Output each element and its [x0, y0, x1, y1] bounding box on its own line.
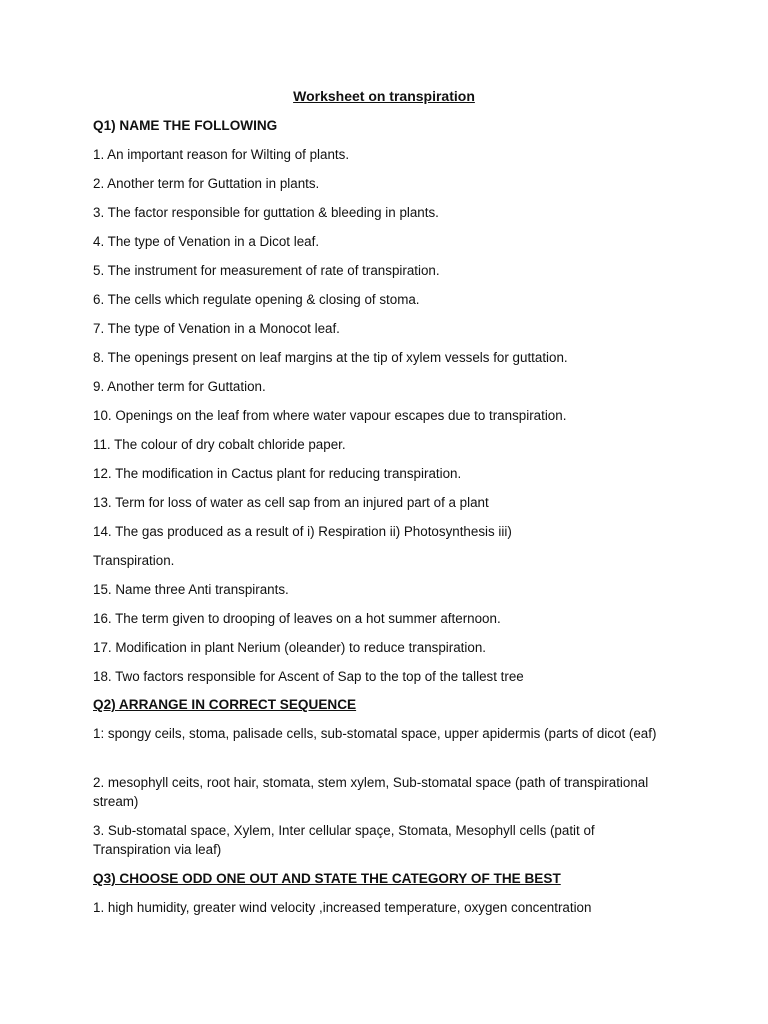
q1-item-9: 9. Another term for Guttation. [93, 379, 266, 394]
page-title: Worksheet on transpiration [293, 88, 475, 104]
q1-item-16: 16. The term given to drooping of leaves on a hot summer afternoon. [93, 611, 501, 626]
q1-item-5: 5. The instrument for measurement of rate of transpiration. [93, 263, 440, 278]
q1-item-14: 14. The gas produced as a result of i) Respiration ii) Photosynthesis iii) [93, 524, 512, 539]
q3-item-1: 1. high humidity, greater wind velocity ,increased temperature, oxygen concentration [93, 900, 592, 915]
q1-item-10: 10. Openings on the leaf from where water vapour escapes due to transpiration. [93, 408, 567, 423]
q1-item-17: 17. Modification in plant Nerium (oleander) to reduce transpiration. [93, 640, 486, 655]
q1-item-15: 15. Name three Anti transpirants. [93, 582, 289, 597]
q2-item-3: 3. Sub-stomatal space, Xylem, Inter cellular spaçe, Stomata, Mesophyll cells (patit of Transpiration via leaf) [93, 823, 595, 857]
q1-heading: Q1) NAME THE FOLLOWING [93, 118, 278, 133]
q1-item-6: 6. The cells which regulate opening & closing of stoma. [93, 292, 420, 307]
q1-item-2: 2. Another term for Guttation in plants. [93, 176, 320, 191]
q1-item-18: 18. Two factors responsible for Ascent of Sap to the top of the tallest tree [93, 669, 524, 684]
q3-heading: Q3) CHOOSE ODD ONE OUT AND STATE THE CATEGORY OF THE BEST [93, 871, 561, 886]
q1-item-13: 13. Term for loss of water as cell sap from an injured part of a plant [93, 495, 489, 510]
q1-item-14-continued: Transpiration. [93, 553, 175, 568]
q2-item-1: 1: spongy ceils, stoma, palisade cells, sub-stomatal space, upper apidermis (parts of dicot (eaf) [93, 726, 657, 741]
q2-item-2: 2. mesophyll ceits, root hair, stomata, stem xylem, Sub-stomatal space (path of transpirational stream) [93, 775, 649, 809]
q1-item-8: 8. The openings present on leaf margins at the tip of xylem vessels for guttation. [93, 350, 568, 365]
q1-item-11: 11. The colour of dry cobalt chloride paper. [93, 437, 346, 452]
q2-heading: Q2) ARRANGE IN CORRECT SEQUENCE [93, 697, 357, 712]
q1-item-4: 4. The type of Venation in a Dicot leaf. [93, 234, 320, 249]
q1-item-3: 3. The factor responsible for guttation & bleeding in plants. [93, 205, 439, 220]
q1-item-7: 7. The type of Venation in a Monocot leaf. [93, 321, 340, 336]
q1-item-1: 1. An important reason for Wilting of plants. [93, 147, 350, 162]
q1-item-12: 12. The modification in Cactus plant for reducing transpiration. [93, 466, 462, 481]
